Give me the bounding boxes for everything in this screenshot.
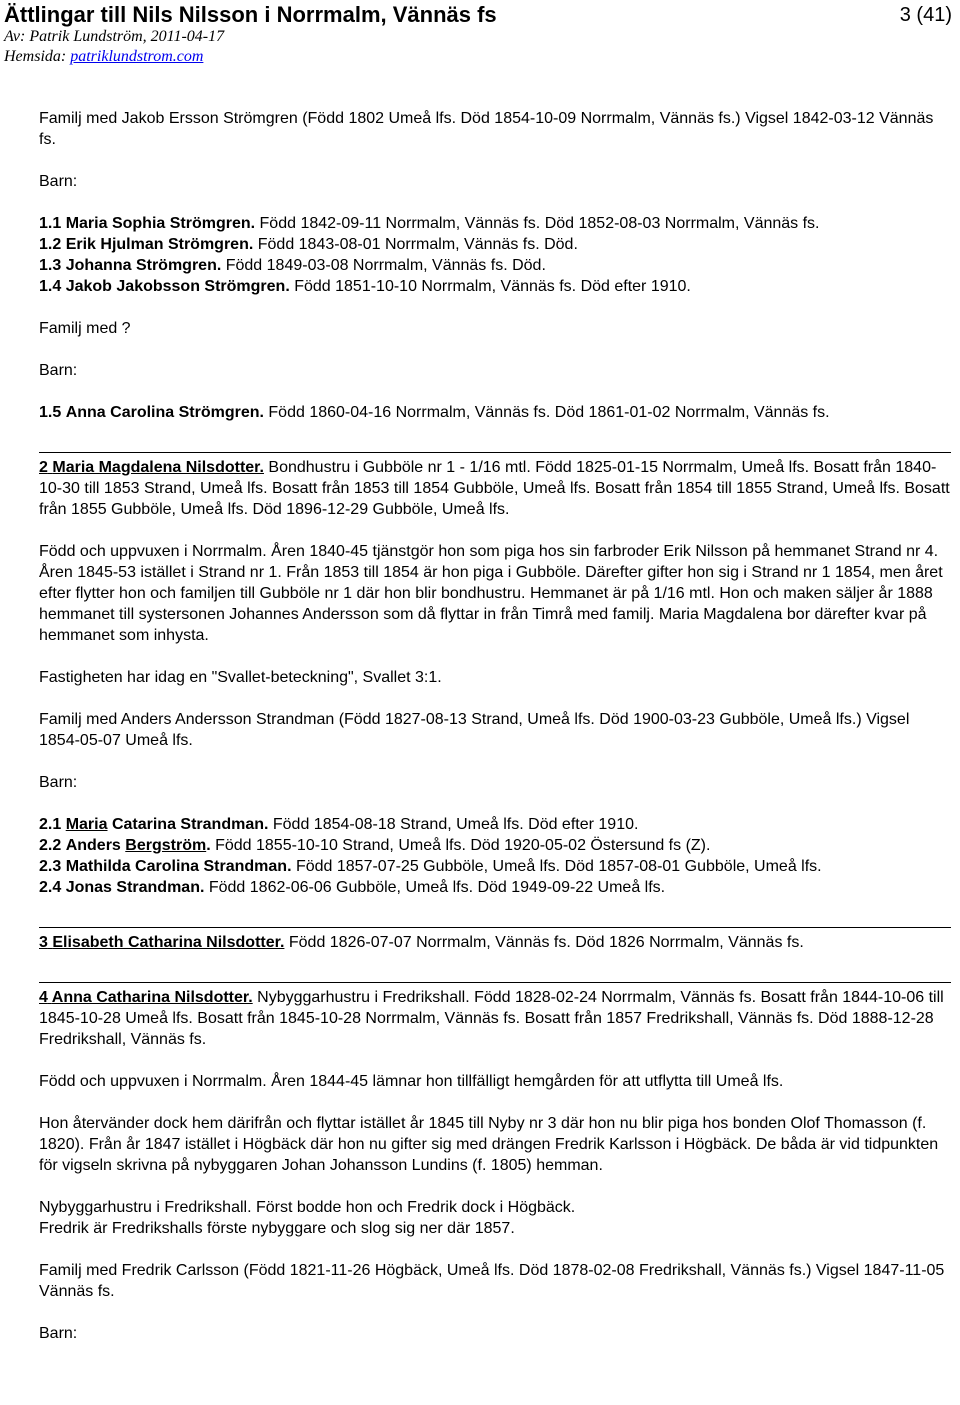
child-entry: 1.3 Johanna Strömgren. Född 1849-03-08 Norrmalm, Vännäs fs. Död. (39, 257, 546, 274)
children-label: Barn: (39, 774, 78, 791)
family-paragraph: Familj med Anders Andersson Strandman (Född 1827-08-13 Strand, Umeå lfs. Död 1900-03-23 Gubböle, Umeå lfs.) Vigsel 1854-05-07 Umeå lfs. (39, 711, 910, 749)
document-title: Ättlingar till Nils Nilsson i Norrmalm, Vännäs fs (4, 2, 497, 27)
child-entry: 2.2 Anders Bergström. Född 1855-10-10 Strand, Umeå lfs. Död 1920-05-02 Östersund fs (Z). (39, 837, 711, 854)
biography-paragraph: Född och uppvuxen i Norrmalm. Åren 1844-45 lämnar hon tillfälligt hemgården för att utflytta till Umeå lfs. (39, 1073, 784, 1090)
person-entry: 4 Anna Catharina Nilsdotter. Nybyggarhustru i Fredrikshall. Född 1828-02-24 Norrmalm, Vännäs fs. Bosatt från 1844-10-06 till 1845-10-28 Umeå lfs. Bosatt från 1845-10-28 Norrmalm, Vännäs fs. Bosatt från 1857 Fredrikshall, Vännäs fs. Död 1888-12-28 Fredrikshall, Vännäs fs. (39, 989, 944, 1048)
child-entry: 1.1 Maria Sophia Strömgren. Född 1842-09-11 Norrmalm, Vännäs fs. Död 1852-08-03 Norrmalm, Vännäs fs. (39, 215, 820, 232)
child-entry: 2.4 Jonas Strandman. Född 1862-06-06 Gubböle, Umeå lfs. Död 1949-09-22 Umeå lfs. (39, 879, 666, 896)
child-entry: 1.4 Jakob Jakobsson Strömgren. Född 1851-10-10 Norrmalm, Vännäs fs. Död efter 1910. (39, 278, 691, 295)
person-entry: 3 Elisabeth Catharina Nilsdotter. Född 1826-07-07 Norrmalm, Vännäs fs. Död 1826 Norrmalm, Vännäs fs. (39, 934, 804, 951)
property-paragraph: Fastigheten har idag en "Svallet-beteckning", Svallet 3:1. (39, 669, 442, 686)
child-entry: 1.2 Erik Hjulman Strömgren. Född 1843-08-01 Norrmalm, Vännäs fs. Död. (39, 236, 578, 253)
person-section (39, 927, 951, 953)
document-body (39, 108, 951, 1344)
person-entry: 2 Maria Magdalena Nilsdotter. Bondhustru i Gubböle nr 1 - 1/16 mtl. Född 1825-01-15 Norrmalm, Umeå lfs. Bosatt från 1840-10-30 till 1853 Strand, Umeå lfs. Bosatt från 1853 till 1854 Gubböle, Umeå lfs. Bosatt från 1854 till 1855 Strand, Umeå lfs. Bosatt från 1855 Gubböle, Umeå lfs. Död 1896-12-29 Gubböle, Umeå lfs. (39, 459, 950, 518)
family-paragraph: Familj med Fredrik Carlsson (Född 1821-11-26 Högbäck, Umeå lfs. Död 1878-02-08 Fredrikshall, Vännäs fs.) Vigsel 1847-11-05 Vännäs fs. (39, 1262, 945, 1300)
biography-paragraph: Nybyggarhustru i Fredrikshall. Först bodde hon och Fredrik dock i Högbäck. (39, 1199, 576, 1216)
homepage-link[interactable]: patriklundstrom.com (70, 48, 204, 65)
author-line: Av: Patrik Lundström, 2011-04-17 (4, 28, 225, 45)
child-entry: 1.5 Anna Carolina Strömgren. Född 1860-04-16 Norrmalm, Vännäs fs. Död 1861-01-02 Norrmalm, Vännäs fs. (39, 404, 830, 421)
homepage-label: Hemsida: (4, 48, 71, 65)
biography-paragraph: Född och uppvuxen i Norrmalm. Åren 1840-45 tjänstgör hon som piga hos sin farbroder Erik Nilsson på hemmanet Strand nr 4. Åren 1845-53 istället i Strand nr 1. Från 1853 till 1854 är hon piga i Gubböle. Därefter gifter hon sig i Strand nr 1 1854, men året efter flytter hon och familjen till Gubböle nr 1 där hon blir bondhustru. Hemmanet är på 1/16 mtl. Hon och maken säljer år 1888 hemmanet till systersonen Johannes Andersson som då flyttar in från Timrå med familj. Maria Magdalena bor därefter kvar på hemmanet som inhysta. (39, 543, 943, 644)
homepage-line (4, 48, 203, 66)
biography-paragraph: Hon återvänder dock hem därifrån och flyttar istället år 1845 till Nyby nr 3 där hon nu blir piga hos bonden Olof Thomasson (f. 1820). Från år 1847 istället i Högbäck där hon nu gifter sig med drängen Fredrik Karlsson i Högbäck. De båda är vid tidpunkten för vigseln skrivna på nybyggaren Johan Johansson Lundins (f. 1805) hemman. (39, 1115, 939, 1174)
children-label: Barn: (39, 173, 78, 190)
person-section (39, 982, 951, 1344)
person-section (39, 452, 951, 898)
page-number: 3 (41) (899, 4, 952, 26)
child-entry: 2.3 Mathilda Carolina Strandman. Född 1857-07-25 Gubböle, Umeå lfs. Död 1857-08-01 Gubböle, Umeå lfs. (39, 858, 822, 875)
child-entry: 2.1 Maria Catarina Strandman. Född 1854-08-18 Strand, Umeå lfs. Död efter 1910. (39, 816, 639, 833)
family-paragraph: Familj med Jakob Ersson Strömgren (Född 1802 Umeå lfs. Död 1854-10-09 Norrmalm, Vännäs fs.) Vigsel 1842-03-12 Vännäs fs. (39, 110, 934, 148)
biography-paragraph: Fredrik är Fredrikshalls förste nybyggare och slog sig ner där 1857. (39, 1220, 515, 1237)
children-label: Barn: (39, 362, 78, 379)
family-paragraph: Familj med ? (39, 320, 131, 337)
children-label: Barn: (39, 1325, 78, 1342)
